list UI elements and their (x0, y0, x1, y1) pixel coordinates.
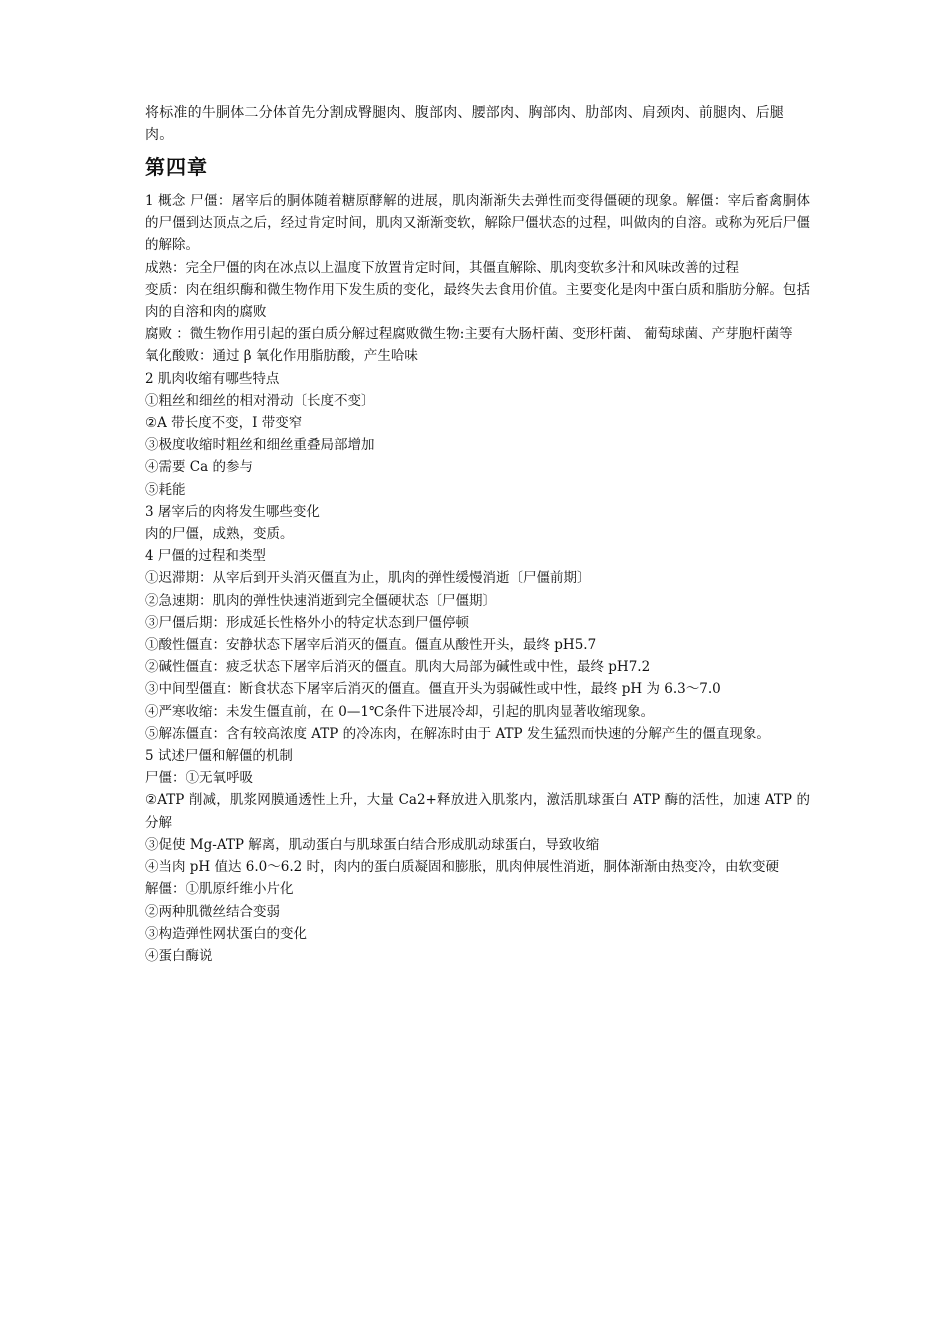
intro-paragraph: 将标准的牛胴体二分体首先分割成臀腿肉、腹部肉、腰部肉、胸部肉、肋部肉、肩颈肉、前腿肉、后腿肉。 (145, 105, 784, 143)
text-line: 腐败 ：微生物作用引起的蛋白质分解过程腐败微生物:主要有大肠杆菌、变形杆菌、 葡萄球菌、产芽胞杆菌等 (145, 326, 793, 343)
list-item: 尸僵：①无氧呼吸 (145, 770, 253, 787)
list-item: ②急速期：肌肉的弹性快速消逝到完全僵硬状态〔尸僵期〕 (145, 592, 496, 609)
list-item: ①酸性僵直：安静状态下屠宰后消灭的僵直。僵直从酸性开头，最终 pH5.7 (145, 637, 597, 654)
intro-section (145, 102, 810, 146)
list-item: ③中间型僵直：断食状态下屠宰后消灭的僵直。僵直开头为弱碱性或中性，最终 pH 为 6.3～7.0 (145, 681, 721, 698)
section-heading: 2 肌肉收缩有哪些特点 (145, 370, 280, 387)
chapter-title: 第四章 (145, 155, 208, 179)
document-page (145, 102, 810, 967)
list-item: ⑤耗能 (145, 481, 186, 498)
text-line: 肉的尸僵，成熟，变质。 (145, 526, 294, 543)
list-item: ②ATP 削减，肌浆网膜通透性上升，大量 Ca2+释放进入肌浆内，激活肌球蛋白 ATP 酶的活性，加速 ATP 的分解 (145, 792, 810, 831)
list-item: ③促使 Mg-ATP 解离，肌动蛋白与肌球蛋白结合形成肌动球蛋白，导致收缩 (145, 836, 600, 853)
section-heading: 4 尸僵的过程和类型 (145, 548, 266, 565)
list-item: ②A 带长度不变，I 带变窄 (145, 415, 303, 432)
text-line: 1 概念 尸僵：屠宰后的胴体随着糖原酵解的进展，肌肉渐渐失去弹性而变得僵硬的现象。解僵：宰后畜禽胴体的尸僵到达顶点之后，经过肯定时间，肌肉又渐渐变软，解除尸僵状态的过程，叫做肉的自溶。或称为死后尸僵的解除。 (145, 193, 810, 254)
list-item: ②两种肌微丝结合变弱 (145, 903, 280, 920)
section-heading: 5 试述尸僵和解僵的机制 (145, 748, 293, 765)
text-line: 变质：肉在组织酶和微生物作用下发生质的变化，最终失去食用价值。主要变化是肉中蛋白质和脂肪分解。包括肉的自溶和肉的腐败 (145, 281, 810, 321)
list-item: ①粗丝和细丝的相对滑动〔长度不变〕 (145, 392, 375, 409)
chapter-body (145, 190, 810, 967)
list-item: ④需要 Ca 的参与 (145, 459, 253, 476)
text-line: 成熟：完全尸僵的肉在冰点以上温度下放置肯定时间，其僵直解除、肌肉变软多汁和风味改善的过程 (145, 259, 739, 276)
list-item: ⑤解冻僵直：含有较高浓度 ATP 的冷冻肉，在解冻时由于 ATP 发生猛烈而快速的分解产生的僵直现象。 (145, 725, 770, 742)
list-item: ④严寒收缩：未发生僵直前，在 0—1℃条件下进展冷却，引起的肌肉显著收缩现象。 (145, 703, 655, 720)
list-item: ③极度收缩时粗丝和细丝重叠局部增加 (145, 437, 375, 454)
list-item: ①迟滞期：从宰后到开头消灭僵直为止，肌肉的弹性缓慢消逝〔尸僵前期〕 (145, 570, 591, 587)
list-item: ②碱性僵直：疲乏状态下屠宰后消灭的僵直。肌肉大局部为碱性或中性，最终 pH7.2 (145, 659, 651, 676)
list-item: ④当肉 pH 值达 6.0～6.2 时，肉内的蛋白质凝固和膨胀，肌肉伸展性消逝，胴体渐渐由热变冷，由软变硬 (145, 859, 780, 876)
text-line: 氧化酸败：通过 β 氧化作用脂肪酸，产生哈味 (145, 348, 418, 365)
list-item: 解僵：①肌原纤维小片化 (145, 881, 294, 898)
list-item: ③尸僵后期：形成延长性格外小的特定状态到尸僵停顿 (145, 614, 469, 631)
list-item: ③构造弹性网状蛋白的变化 (145, 925, 307, 942)
section-heading: 3 屠宰后的肉将发生哪些变化 (145, 503, 320, 520)
list-item: ④蛋白酶说 (145, 947, 213, 964)
